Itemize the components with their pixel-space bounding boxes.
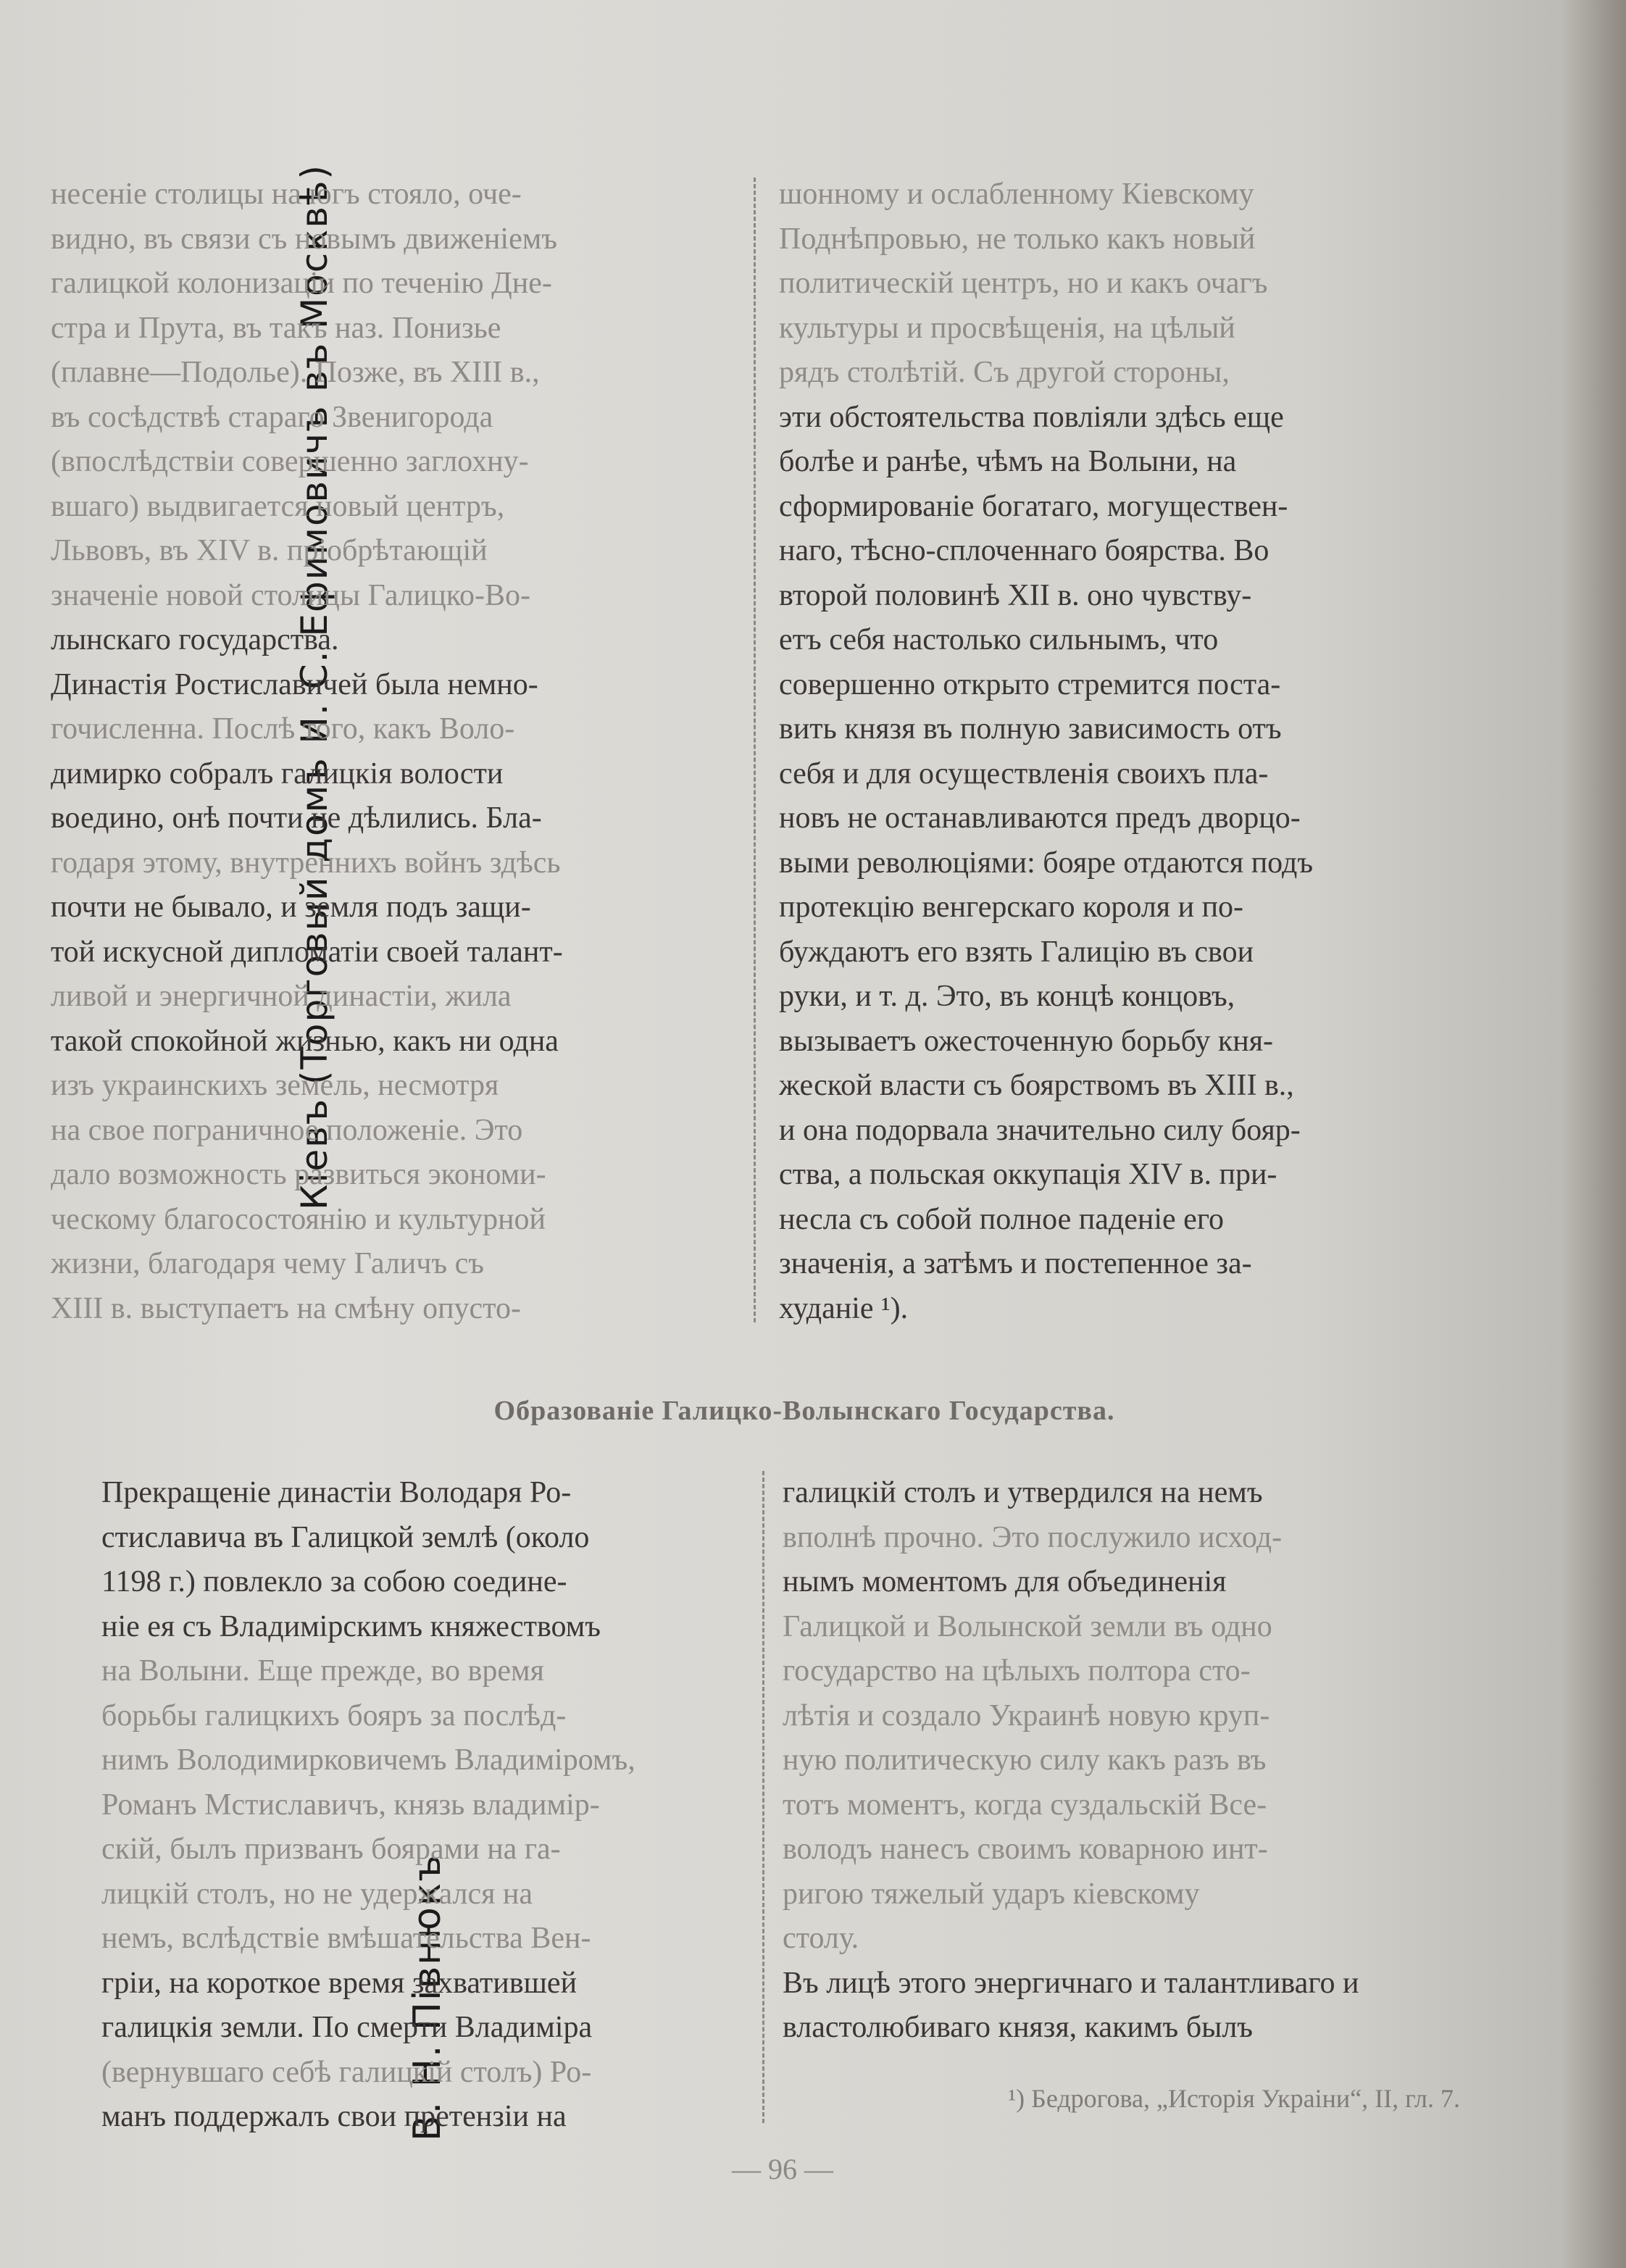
- text-line: скій, былъ призванъ боярами на га-: [101, 1833, 561, 1866]
- text-line: столу.: [783, 1922, 859, 1955]
- text-line: нымъ моментомъ для объединенія: [783, 1565, 1227, 1598]
- publisher-stamp-top: Кіевъ (Торговый домъ И. С. Ефимовичъ въ Москвѣ): [293, 164, 335, 1210]
- text-line: вызываетъ ожесточенную борьбу кня-: [779, 1024, 1274, 1058]
- text-line: ригою тяжелый ударъ кіевскому: [783, 1877, 1200, 1911]
- text-line: несеніе столицы на югъ стояло, оче-: [51, 178, 522, 211]
- text-line: Романъ Мстиславичъ, князь владимір-: [101, 1788, 600, 1822]
- text-line: ческому благосостоянію и культурной: [51, 1202, 546, 1236]
- text-line: эти обстоятельства повліяли здѣсь еще: [779, 400, 1284, 434]
- text-line: ніе ея съ Владимірскимъ княжествомъ: [101, 1609, 601, 1643]
- text-line: немъ, вслѣдствіе вмѣшательства Вен-: [101, 1922, 591, 1955]
- text-line: второй половинѣ XII в. оно чувству-: [779, 578, 1252, 612]
- text-line: нимъ Володимирковичемъ Владиміромъ,: [101, 1743, 635, 1777]
- text-line: Прекращеніе династіи Володаря Ро-: [101, 1476, 572, 1509]
- text-line: Поднѣпровью, не только какъ новый: [779, 222, 1256, 256]
- text-line: воедино, онѣ почти не дѣлились. Бла-: [51, 801, 542, 835]
- text-line: почти не бывало, и земля подъ защи-: [51, 891, 531, 924]
- text-line: новъ не останавливаются предъ дворцо-: [779, 801, 1301, 835]
- text-line: гріи, на короткое время захватившей: [101, 1966, 578, 2000]
- column-divider-top: [754, 178, 756, 1322]
- column-bottom-right: [783, 1471, 1464, 2051]
- text-line: стиславича въ Галицкой землѣ (около: [101, 1520, 590, 1554]
- footnote: ¹) Бедрогова, „Исторія Украіни“, II, гл. 7.: [1008, 2084, 1460, 2113]
- text-line: видно, въ связи съ новымъ движеніемъ: [51, 222, 558, 256]
- text-line: годаря этому, внутреннихъ войнъ здѣсь: [51, 846, 561, 880]
- text-line: совершенно открыто стремится поста-: [779, 667, 1281, 701]
- text-line: болѣе и ранѣе, чѣмъ на Волыни, на: [779, 445, 1237, 478]
- column-divider-bottom: [762, 1471, 764, 2123]
- text-line: себя и для осуществленія своихъ пла-: [779, 756, 1269, 791]
- text-line: сформированіе богатаго, могуществен-: [779, 489, 1288, 523]
- text-line: стра и Прута, въ такъ наз. Понизье: [51, 311, 501, 345]
- text-line: гочисленна. Послѣ того, какъ Воло-: [51, 712, 515, 746]
- text-line: такой спокойной жизнью, какъ ни одна: [51, 1024, 559, 1058]
- text-line: на Волыни. Еще прежде, во время: [101, 1654, 544, 1688]
- text-line: рядъ столѣтій. Съ другой стороны,: [779, 356, 1230, 389]
- text-line: вполнѣ прочно. Это послужило исход-: [783, 1520, 1283, 1554]
- text-line: ливой и энергичной династіи, жила: [51, 980, 512, 1013]
- text-line: ства, а польская оккупація XIV в. при-: [779, 1158, 1277, 1191]
- text-line: значенія, а затѣмъ и постепенное за-: [779, 1247, 1252, 1280]
- page-number: — 96 —: [732, 2153, 833, 2185]
- column-top-left: [51, 172, 739, 1331]
- text-line: властолюбиваго князя, какимъ былъ: [783, 2011, 1254, 2044]
- text-line: худаніе ¹).: [779, 1291, 909, 1325]
- text-line: жеской власти съ боярствомъ въ XIII в.,: [779, 1069, 1294, 1102]
- text-line: галицкой колонизаціи по теченію Дне-: [51, 267, 552, 300]
- column-bottom-left: [101, 1471, 739, 2140]
- text-line: и она подорвала значительно силу бояр-: [779, 1113, 1301, 1147]
- text-line: дало возможность развиться экономи-: [51, 1158, 546, 1191]
- text-line: 1198 г.) повлекло за собою соедине-: [101, 1565, 567, 1598]
- text-line: на свое пограничное положеніе. Это: [51, 1113, 523, 1147]
- text-line: володъ нанесъ своимъ коварною инт-: [783, 1833, 1268, 1866]
- text-line: димирко собралъ галицкія волости: [51, 756, 504, 791]
- text-line: культуры и просвѣщенія, на цѣлый: [779, 311, 1235, 345]
- text-line: руки, и т. д. Это, въ концѣ концовъ,: [779, 980, 1235, 1013]
- text-line: выми революціями: бояре отдаются подъ: [779, 846, 1314, 880]
- text-line: Въ лицѣ этого энергичнаго и талантливаго и: [783, 1966, 1359, 2000]
- text-line: политическій центръ, но и какъ очагъ: [779, 267, 1268, 300]
- text-line: лицкій столъ, но не удержался на: [101, 1877, 533, 1911]
- text-line: лынскаго государства.: [51, 623, 339, 656]
- text-line: XIII в. выступаетъ на смѣну опусто-: [51, 1291, 521, 1325]
- text-line: значеніе новой столицы Галицко-Во-: [51, 578, 531, 612]
- text-line: изъ украинскихъ земель, несмотря: [51, 1069, 499, 1102]
- text-line: Галицкой и Волынской земли въ одно: [783, 1609, 1272, 1643]
- column-top-right: [779, 172, 1460, 1331]
- text-line: Львовъ, въ XIV в. пріобрѣтающій: [51, 534, 488, 567]
- text-line: той искусной дипломатіи своей талант-: [51, 935, 563, 969]
- text-line: въ сосѣдствѣ стараго Звенигорода: [51, 400, 493, 434]
- text-line: шонному и ослабленному Кіевскому: [779, 178, 1254, 211]
- text-line: манъ поддержалъ свои претензіи на: [101, 2100, 567, 2133]
- text-line: етъ себя настолько сильнымъ, что: [779, 623, 1219, 656]
- text-line: лѣтія и создало Украинѣ новую круп-: [783, 1698, 1270, 1733]
- text-line: борьбы галицкихъ бояръ за послѣд-: [101, 1698, 567, 1733]
- text-line: вшаго) выдвигается новый центръ,: [51, 489, 505, 523]
- owner-stamp-bottom: В. Н. Півнюкъ: [406, 1853, 449, 2141]
- text-line: буждаютъ его взять Галицію въ свои: [779, 935, 1254, 969]
- text-line: ную политическую силу какъ разъ въ: [783, 1743, 1267, 1777]
- text-line: протекцію венгерскаго короля и по-: [779, 891, 1244, 924]
- text-line: (вернувшаго себѣ галицкій столъ) Ро-: [101, 2055, 592, 2089]
- text-line: вить князя въ полную зависимость отъ: [779, 712, 1282, 746]
- text-line: тотъ моментъ, когда суздальскій Все-: [783, 1788, 1267, 1822]
- text-line: несла съ собой полное паденіе его: [779, 1202, 1225, 1236]
- text-line: галицкія земли. По смерти Владиміра: [101, 2011, 593, 2044]
- section-heading: Образованіе Галицко-Волынскаго Государства.: [493, 1396, 1115, 1426]
- text-line: галицкій столъ и утвердился на немъ: [783, 1476, 1263, 1509]
- text-line: жизни, благодаря чему Галичъ съ: [51, 1247, 484, 1280]
- text-line: (впослѣдствіи совершенно заглохну-: [51, 445, 529, 478]
- text-line: наго, тѣсно-сплоченнаго боярства. Во: [779, 534, 1269, 567]
- text-line: (плавне—Подолье). Позже, въ XIII в.,: [51, 356, 540, 389]
- text-line: Династія Ростиславичей была немно-: [51, 667, 538, 701]
- text-line: государство на цѣлыхъ полтора сто-: [783, 1654, 1251, 1688]
